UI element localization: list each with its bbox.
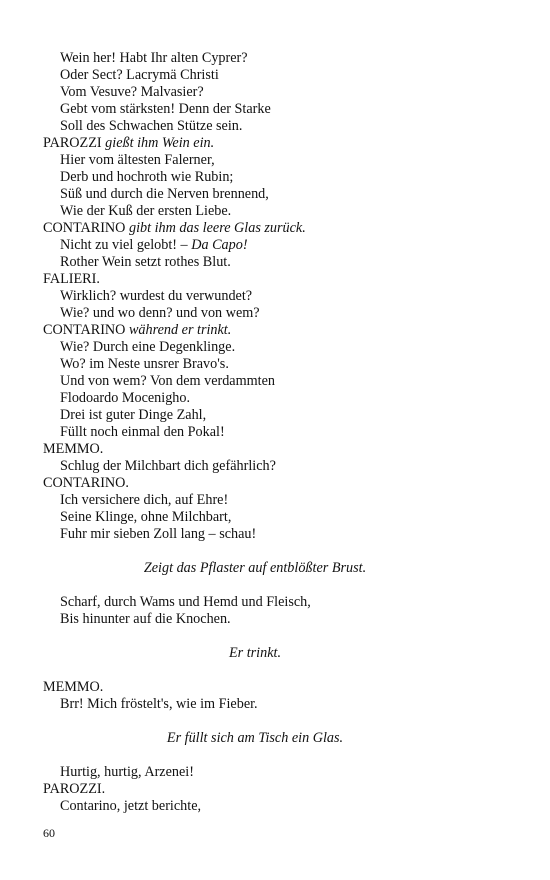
line-text: Wie? und wo denn? und von wem? — [60, 305, 260, 321]
verse-line — [0, 509, 550, 526]
verse-line — [0, 169, 550, 186]
line-text: Wie? Durch eine Degenklinge. — [60, 339, 236, 355]
line-text: Zeigt das Pflaster auf entblößter Brust. — [143, 560, 367, 576]
verse-line — [0, 458, 550, 475]
line-text: Oder Sect? Lacrymä Christi — [60, 67, 219, 83]
stage-direction — [0, 730, 510, 747]
speaker-line — [0, 475, 550, 492]
speaker-line — [0, 781, 550, 798]
inline-stage-direction: während er trinkt. — [128, 322, 232, 338]
verse-line — [0, 764, 550, 781]
verse-line — [0, 118, 550, 135]
speaker-line — [0, 135, 550, 152]
line-text: Gebt vom stärksten! Denn der Starke — [60, 101, 271, 117]
speaker-line — [0, 441, 550, 458]
verse-line — [0, 101, 550, 118]
verse-line — [0, 186, 550, 203]
line-text: Soll des Schwachen Stütze sein. — [60, 118, 243, 134]
speaker-name: MEMMO. — [43, 441, 104, 457]
verse-line — [0, 526, 550, 543]
line-text: Seine Klinge, ohne Milchbart, — [60, 509, 232, 525]
speaker-name: FALIERI. — [43, 271, 100, 287]
speaker-line — [0, 679, 550, 696]
line-text: Wo? im Neste unsrer Bravo's. — [60, 356, 229, 372]
verse-line — [0, 373, 550, 390]
line-text: Bis hinunter auf die Knochen. — [60, 611, 231, 627]
verse-line — [0, 390, 550, 407]
speaker-line — [0, 220, 550, 237]
verse-line — [0, 407, 550, 424]
verse-line — [0, 254, 550, 271]
speaker-line — [0, 271, 550, 288]
inline-stage-direction: gibt ihm das leere Glas zurück. — [128, 220, 306, 236]
line-text: Nicht zu viel gelobt! – — [60, 237, 192, 253]
verse-line — [0, 611, 550, 628]
line-text: Ich versichere dich, auf Ehre! — [60, 492, 229, 508]
inline-stage-direction: gießt ihm Wein ein. — [105, 135, 215, 151]
line-text: Scharf, durch Wams und Hemd und Fleisch, — [60, 594, 311, 610]
line-text: Flodoardo Mocenigho. — [60, 390, 191, 406]
line-text: Wein her! Habt Ihr alten Cyprer? — [60, 50, 248, 66]
line-text: Vom Vesuve? Malvasier? — [60, 84, 204, 100]
verse-line — [0, 237, 550, 254]
line-text: Wirklich? wurdest du verwundet? — [60, 288, 253, 304]
line-text: Süß und durch die Nerven brennend, — [60, 186, 269, 202]
verse-line — [0, 492, 550, 509]
verse-line — [0, 203, 550, 220]
verse-line — [0, 288, 550, 305]
inline-stage-direction: Da Capo! — [191, 237, 248, 253]
line-text: Contarino, jetzt berichte, — [60, 798, 202, 814]
verse-line — [0, 152, 550, 169]
line-text: Brr! Mich fröstelt's, wie im Fieber. — [60, 696, 258, 712]
stage-direction — [0, 560, 510, 577]
line-text: Derb und hochroth wie Rubin; — [60, 169, 234, 185]
verse-line — [0, 84, 550, 101]
line-text: Hurtig, hurtig, Arzenei! — [60, 764, 194, 780]
line-text: Er trinkt. — [228, 645, 282, 661]
verse-line — [0, 594, 550, 611]
line-text: Drei ist guter Dinge Zahl, — [60, 407, 207, 423]
verse-line — [0, 339, 550, 356]
stage-direction — [0, 645, 510, 662]
line-text: Hier vom ältesten Falerner, — [60, 152, 215, 168]
line-text: Fuhr mir sieben Zoll lang – schau! — [60, 526, 257, 542]
line-text: Und von wem? Von dem verdammten — [60, 373, 276, 389]
speaker-name: MEMMO. — [43, 679, 104, 695]
verse-line — [0, 696, 550, 713]
speaker-name: PAROZZI. — [43, 781, 106, 797]
speaker-name: CONTARINO. — [43, 475, 129, 491]
line-text: Wie der Kuß der ersten Liebe. — [60, 203, 232, 219]
speaker-name: PAROZZI — [43, 135, 102, 151]
line-text: Er füllt sich am Tisch ein Glas. — [166, 730, 344, 746]
speaker-line — [0, 322, 550, 339]
verse-line — [0, 798, 550, 815]
speaker-name: CONTARINO — [43, 322, 126, 338]
speaker-name: CONTARINO — [43, 220, 126, 236]
verse-line — [0, 50, 550, 67]
page-number: 60 — [43, 826, 55, 840]
verse-line — [0, 67, 550, 84]
verse-line — [0, 424, 550, 441]
verse-line — [0, 356, 550, 373]
verse-line — [0, 305, 550, 322]
line-text: Rother Wein setzt rothes Blut. — [60, 254, 231, 270]
line-text: Füllt noch einmal den Pokal! — [60, 424, 225, 440]
line-text: Schlug der Milchbart dich gefährlich? — [60, 458, 276, 474]
